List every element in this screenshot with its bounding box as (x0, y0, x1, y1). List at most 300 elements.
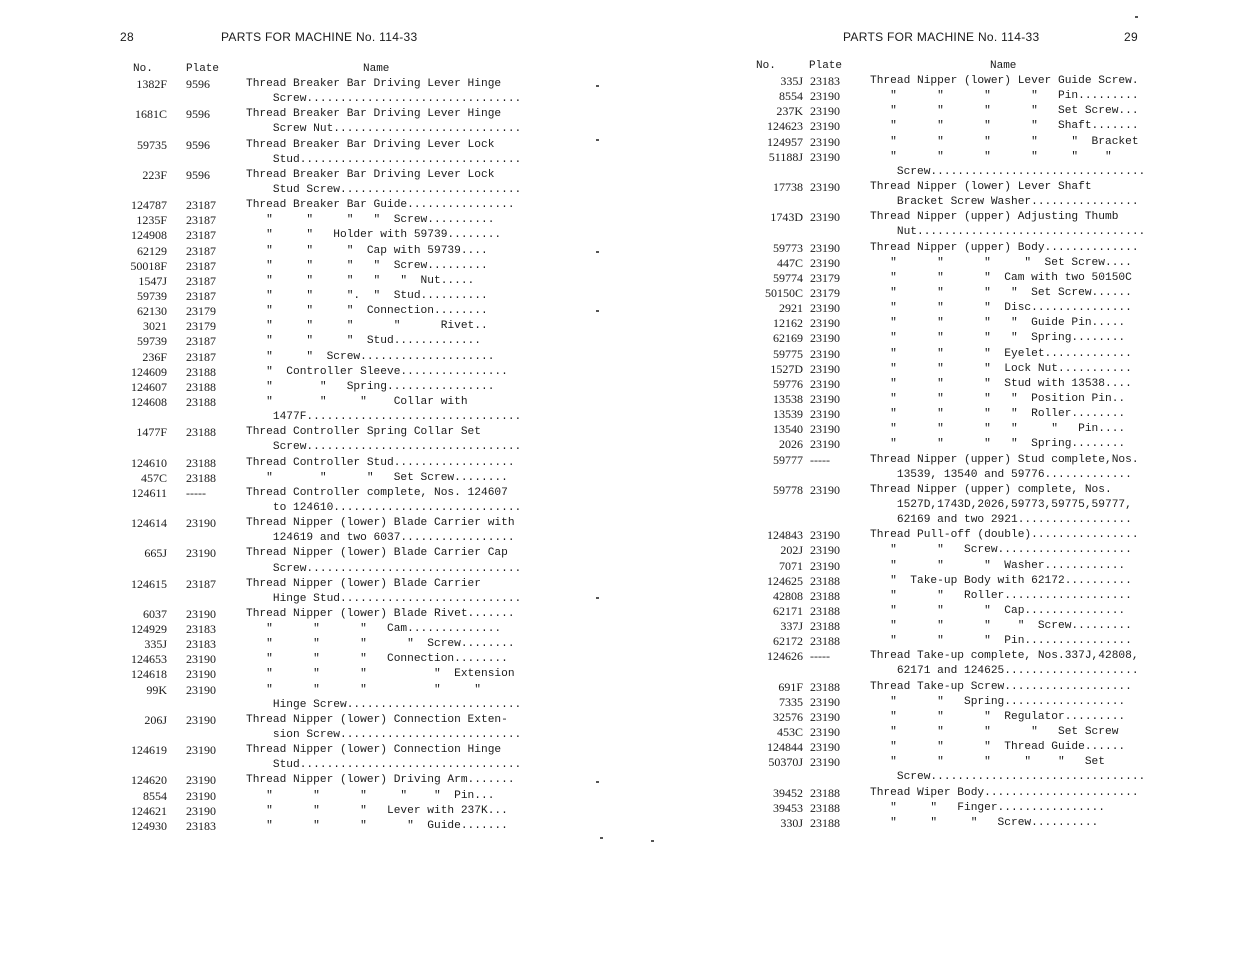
part-number: 62169 (773, 331, 803, 346)
part-name: " Take-up Body with 62172.......... (870, 574, 1132, 587)
part-number: 124787 (131, 198, 167, 213)
plate-number: 23190 (810, 255, 840, 270)
print-mark (596, 85, 599, 87)
table-row (0, 334, 617, 349)
plate-number: 23188 (186, 470, 216, 485)
plate-number: 23188 (186, 425, 216, 440)
part-name: Bracket Screw Washer................ (870, 196, 1139, 209)
part-name: Stud Screw........................... (246, 183, 522, 196)
part-number: 124608 (131, 394, 167, 409)
part-number: 99K (146, 682, 167, 697)
table-row (0, 577, 617, 592)
table-row (617, 770, 1235, 785)
part-name: Thread Nipper (lower) Blade Rivet....... (246, 607, 515, 620)
print-mark (600, 837, 603, 839)
part-number: 1681C (134, 107, 167, 122)
part-name: " " " Regulator......... (870, 710, 1126, 723)
plate-number: 23190 (810, 528, 840, 543)
parts-list (617, 74, 1235, 831)
table-row (0, 92, 617, 107)
plate-number: 23190 (810, 437, 840, 452)
part-name: " " " " Pin......... (870, 90, 1139, 103)
part-name: Screw................................ (870, 771, 1146, 784)
table-row (617, 422, 1235, 437)
plate-number: 23190 (810, 740, 840, 755)
table-row (0, 77, 617, 92)
part-number: 50018F (130, 258, 167, 273)
plate-number: 23188 (810, 634, 840, 649)
part-name: Stud................................. (246, 759, 522, 772)
part-number: 59735 (137, 137, 167, 152)
plate-number: 23179 (810, 270, 840, 285)
part-number: 335J (144, 637, 167, 652)
part-name: " " " " " Pin... (246, 789, 495, 802)
part-name: Thread Breaker Bar Driving Lever Lock (246, 168, 495, 181)
part-name: " " " " Screw........ (246, 638, 515, 651)
plate-number: 23190 (810, 240, 840, 255)
table-row (617, 180, 1235, 195)
table-row (0, 728, 617, 743)
table-row (617, 271, 1235, 286)
table-row (0, 531, 617, 546)
part-name: " " " " " " (870, 150, 1112, 163)
plate-number: 23190 (186, 682, 216, 697)
part-number: 62129 (137, 243, 167, 258)
plate-number: 23190 (810, 709, 840, 724)
plate-number: 23190 (810, 725, 840, 740)
part-name: " " Spring.................. (870, 695, 1126, 708)
part-name: " " " " Guide Pin..... (870, 317, 1126, 330)
part-number: 124929 (131, 622, 167, 637)
table-row (617, 725, 1235, 740)
part-number: 453C (776, 725, 803, 740)
part-number: 124609 (131, 364, 167, 379)
part-number: 62171 (773, 603, 803, 618)
table-row (0, 350, 617, 365)
plate-number: 23187 (186, 349, 216, 364)
plate-number: 23187 (186, 273, 216, 288)
part-number: 42808 (773, 588, 803, 603)
table-row (0, 683, 617, 698)
part-number: 665J (144, 546, 167, 561)
part-number: 8554 (143, 788, 167, 803)
part-number: 59739 (137, 288, 167, 303)
part-name: Thread Controller Spring Collar Set (246, 426, 481, 439)
part-name: " " " Connection........ (246, 305, 488, 318)
part-name: " " " " Spring........ (870, 438, 1126, 451)
part-name: " " " " " Bracket (870, 135, 1139, 148)
table-row (0, 153, 617, 168)
part-number: 330J (780, 815, 803, 830)
table-row (0, 501, 617, 516)
table-row (617, 513, 1235, 528)
part-name: Thread Breaker Bar Driving Lever Lock (246, 138, 495, 151)
part-name: " " " " Screw......... (246, 259, 488, 272)
part-name: " " " Cam with two 50150C (870, 271, 1132, 284)
part-name: " " Roller................... (870, 589, 1132, 602)
part-number: 457C (140, 470, 167, 485)
plate-number: 23187 (186, 576, 216, 591)
table-row (0, 592, 617, 607)
plate-number: 23190 (186, 743, 216, 758)
part-name: Screw................................ (870, 165, 1146, 178)
part-number: 13538 (773, 391, 803, 406)
plate-number: 23183 (186, 818, 216, 833)
part-number: 3021 (143, 319, 167, 334)
part-number: 124908 (131, 228, 167, 243)
table-row (617, 559, 1235, 574)
part-number: 17738 (773, 179, 803, 194)
table-row (0, 804, 617, 819)
plate-number: 23188 (186, 364, 216, 379)
part-number: 124653 (131, 652, 167, 667)
part-number: 39453 (773, 800, 803, 815)
table-row (617, 755, 1235, 770)
table-row (0, 819, 617, 834)
table-row (0, 122, 617, 137)
part-name: " " " Cap............... (870, 604, 1126, 617)
table-row (0, 773, 617, 788)
part-number: 124607 (131, 379, 167, 394)
column-header-no: No. (133, 63, 153, 75)
table-row (617, 210, 1235, 225)
plate-number: 23190 (810, 301, 840, 316)
part-number: 1382F (136, 77, 167, 91)
part-name: " " " " " Set (870, 756, 1105, 769)
table-row (617, 165, 1235, 180)
table-row (0, 789, 617, 804)
table-row (617, 483, 1235, 498)
part-number: 124957 (767, 134, 803, 149)
table-row (617, 649, 1235, 664)
part-name: " " " " " (246, 683, 481, 696)
part-name: " " " " Roller........ (870, 408, 1126, 421)
table-row (617, 407, 1235, 422)
plate-number: 23190 (810, 755, 840, 770)
part-name: " " " Cap with 59739.... (246, 244, 488, 257)
part-number: 337J (780, 619, 803, 634)
part-number: 6037 (143, 606, 167, 621)
plate-number: 23190 (810, 391, 840, 406)
plate-number: 23188 (186, 379, 216, 394)
plate-number: 23190 (186, 803, 216, 818)
plate-number: 23190 (810, 422, 840, 437)
part-name: " " " " Set Screw... (870, 105, 1139, 118)
plate-number: 23190 (810, 179, 840, 194)
table-row (617, 619, 1235, 634)
part-number: 124615 (131, 576, 167, 591)
plate-number: 9596 (186, 77, 210, 91)
table-row (617, 316, 1235, 331)
part-name: Nut.................................. (870, 226, 1146, 239)
part-number: 1527D (770, 361, 803, 376)
part-name: Screw................................ (246, 441, 522, 454)
part-name: Hinge Screw.......................... (246, 698, 522, 711)
part-name: Thread Nipper (lower) Blade Carrier Cap (246, 547, 508, 560)
table-row (0, 380, 617, 395)
part-name: " " Screw.................... (870, 544, 1132, 557)
part-number: 1547J (138, 273, 167, 288)
part-number: 7071 (779, 558, 803, 573)
part-number: 335J (780, 74, 803, 88)
part-name: Thread Controller complete, Nos. 124607 (246, 486, 508, 499)
part-name: Hinge Stud........................... (246, 592, 522, 605)
plate-number: 23183 (186, 622, 216, 637)
part-number: 124621 (131, 803, 167, 818)
print-mark (1135, 16, 1138, 18)
plate-number: 23188 (810, 573, 840, 588)
table-row (0, 244, 617, 259)
table-row (617, 695, 1235, 710)
table-row (617, 89, 1235, 104)
part-name: " " " Cam.............. (246, 623, 502, 636)
table-row (617, 150, 1235, 165)
plate-number: 23190 (810, 361, 840, 376)
plate-number: 23190 (810, 104, 840, 119)
part-name: " " " " " Nut..... (246, 274, 475, 287)
column-header-name: Name (363, 63, 390, 75)
table-row (617, 301, 1235, 316)
plate-number: 23187 (186, 228, 216, 243)
table-row (0, 228, 617, 243)
part-number: 447C (776, 255, 803, 270)
plate-number: 23187 (186, 258, 216, 273)
plate-number: 9596 (186, 167, 210, 182)
plate-number: 23190 (186, 788, 216, 803)
table-row (0, 213, 617, 228)
part-name: " " " Lever with 237K... (246, 804, 508, 817)
plate-number: 23190 (810, 376, 840, 391)
part-number: 1235F (136, 213, 167, 228)
plate-number: 23188 (810, 785, 840, 800)
table-row (0, 138, 617, 153)
part-number: 124623 (767, 119, 803, 134)
part-number: 124620 (131, 773, 167, 788)
print-mark (596, 310, 599, 312)
part-name: Thread Nipper (lower) Blade Carrier with (246, 517, 515, 530)
plate-number: 23190 (810, 119, 840, 134)
part-name: " " " " Set Screw...... (870, 286, 1132, 299)
part-name: " " " " Set Screw.... (870, 256, 1132, 269)
table-row (617, 589, 1235, 604)
page-title: PARTS FOR MACHINE No. 114-33 (221, 30, 418, 44)
table-row (617, 468, 1235, 483)
table-row (0, 168, 617, 183)
plate-number: ----- (186, 485, 206, 500)
plate-number: 23188 (186, 394, 216, 409)
part-name: sion Screw........................... (246, 729, 522, 742)
table-row (617, 347, 1235, 362)
table-row (0, 289, 617, 304)
part-name: " " Spring................ (246, 380, 495, 393)
part-number: 50370J (768, 755, 803, 770)
part-name: Thread Nipper (lower) Driving Arm....... (246, 774, 515, 787)
part-name: Thread Nipper (lower) Connection Exten- (246, 713, 508, 726)
plate-number: 23190 (810, 407, 840, 422)
part-name: Thread Breaker Bar Driving Lever Hinge (246, 78, 502, 90)
plate-number: 23190 (186, 516, 216, 531)
page-number: 28 (120, 30, 134, 44)
plate-number: 23187 (186, 288, 216, 303)
plate-number: 23188 (810, 815, 840, 830)
plate-number: 23190 (186, 712, 216, 727)
part-number: 59778 (773, 482, 803, 497)
plate-number: 9596 (186, 137, 210, 152)
table-row (617, 543, 1235, 558)
plate-number: 23188 (810, 679, 840, 694)
plate-number: 23188 (810, 588, 840, 603)
table-row (0, 319, 617, 334)
print-mark (596, 139, 599, 141)
plate-number: 23190 (810, 316, 840, 331)
column-header-plate: Plate (809, 60, 843, 72)
plate-number: 23190 (810, 210, 840, 225)
part-name: Thread Breaker Bar Guide................ (246, 199, 515, 212)
table-row (617, 135, 1235, 150)
column-header-plate: Plate (186, 63, 220, 75)
plate-number: ----- (810, 452, 830, 467)
plate-number: 9596 (186, 107, 210, 122)
table-row (617, 241, 1235, 256)
part-number: 51188J (768, 149, 803, 164)
table-row (0, 425, 617, 440)
part-name: 62169 and two 2921................. (870, 514, 1132, 527)
part-name: Thread Nipper (lower) Lever Shaft (870, 180, 1092, 193)
part-number: 206J (144, 712, 167, 727)
part-name: " " " Disc............... (870, 302, 1132, 315)
part-number: 59775 (773, 346, 803, 361)
table-row (0, 607, 617, 622)
part-name: " " " " Spring........ (870, 332, 1126, 345)
part-name: " " " Washer............ (870, 559, 1126, 572)
table-row (617, 225, 1235, 240)
plate-number: 23190 (810, 482, 840, 497)
table-row (617, 377, 1235, 392)
table-row (0, 622, 617, 637)
table-row (617, 801, 1235, 816)
table-row (0, 304, 617, 319)
table-row (0, 743, 617, 758)
part-name: Thread Nipper (upper) Stud complete,Nos. (870, 453, 1139, 466)
part-name: " " " " Position Pin.. (870, 392, 1126, 405)
plate-number: 23190 (810, 558, 840, 573)
part-number: 124619 (131, 743, 167, 758)
table-row (617, 437, 1235, 452)
part-name: Thread Nipper (lower) Lever Guide Screw. (870, 75, 1139, 87)
table-row (0, 637, 617, 652)
table-row (617, 195, 1235, 210)
part-number: 62130 (137, 304, 167, 319)
part-number: 236F (142, 349, 167, 364)
plate-number: 23190 (186, 546, 216, 561)
table-row (617, 331, 1235, 346)
part-name: Thread Take-up Screw................... (870, 680, 1132, 693)
part-name: 1477F................................ (246, 411, 522, 424)
table-row (617, 634, 1235, 649)
table-row (617, 392, 1235, 407)
table-row (0, 259, 617, 274)
table-row (0, 274, 617, 289)
plate-number: 23188 (810, 619, 840, 634)
table-row (0, 698, 617, 713)
table-row (617, 286, 1235, 301)
plate-number: 23179 (186, 319, 216, 334)
part-name: Thread Nipper (lower) Connection Hinge (246, 744, 502, 757)
table-row (0, 486, 617, 501)
part-name: " " " " Extension (246, 668, 515, 681)
part-name: " " " Lock Nut........... (870, 362, 1132, 375)
part-number: 13539 (773, 407, 803, 422)
table-row (617, 740, 1235, 755)
plate-number: 23190 (810, 89, 840, 104)
part-name: Stud................................. (246, 153, 522, 166)
plate-number: 23187 (186, 243, 216, 258)
part-name: Thread Wiper Body....................... (870, 786, 1139, 799)
part-number: 1743D (770, 210, 803, 225)
part-name: " Controller Sleeve................ (246, 365, 508, 378)
table-row (0, 183, 617, 198)
part-number: 124618 (131, 667, 167, 682)
table-row (617, 786, 1235, 801)
part-number: 62172 (773, 634, 803, 649)
part-name: " " Finger................ (870, 801, 1105, 814)
part-number: 50150C (764, 285, 803, 300)
table-row (617, 498, 1235, 513)
print-mark (651, 840, 654, 842)
part-number: 124611 (131, 485, 167, 500)
table-row (617, 816, 1235, 831)
print-mark (596, 597, 599, 599)
table-row (0, 410, 617, 425)
plate-number: 23187 (186, 198, 216, 213)
table-row (0, 107, 617, 122)
part-number: 124614 (131, 516, 167, 531)
plate-number: 23190 (810, 694, 840, 709)
part-number: 124610 (131, 455, 167, 470)
table-row (0, 471, 617, 486)
table-row (617, 362, 1235, 377)
part-number: 2026 (779, 437, 803, 452)
part-name: Thread Nipper (upper) Adjusting Thumb (870, 211, 1119, 224)
part-name: " " Holder with 59739........ (246, 229, 502, 242)
part-name: " " " " " Pin.... (870, 423, 1126, 436)
table-row (617, 664, 1235, 679)
table-row (0, 516, 617, 531)
table-row (0, 652, 617, 667)
part-number: 59776 (773, 376, 803, 391)
part-name: Thread Nipper (lower) Blade Carrier (246, 577, 481, 590)
part-name: Thread Nipper (upper) complete, Nos. (870, 483, 1112, 496)
part-number: 8554 (779, 89, 803, 104)
part-name: 62171 and 124625.................... (870, 665, 1139, 678)
part-name: " " " Pin................ (870, 635, 1132, 648)
part-name: " " " Stud............. (246, 335, 481, 348)
column-header-no: No. (756, 60, 776, 72)
plate-number: 23190 (810, 149, 840, 164)
table-row (0, 546, 617, 561)
part-name: " " " Eyelet............. (870, 347, 1132, 360)
plate-number: 23190 (186, 667, 216, 682)
part-number: 691F (778, 679, 803, 694)
part-name: " " Screw.................... (246, 350, 495, 363)
plate-number: 23190 (186, 606, 216, 621)
column-header-name: Name (990, 60, 1017, 72)
part-name: Thread Take-up complete, Nos.337J,42808, (870, 650, 1139, 663)
part-name: Thread Controller Stud.................. (246, 456, 515, 469)
plate-number: 23190 (810, 134, 840, 149)
part-name: to 124610............................ (246, 501, 522, 514)
part-name: " " " " Screw......... (870, 620, 1132, 633)
